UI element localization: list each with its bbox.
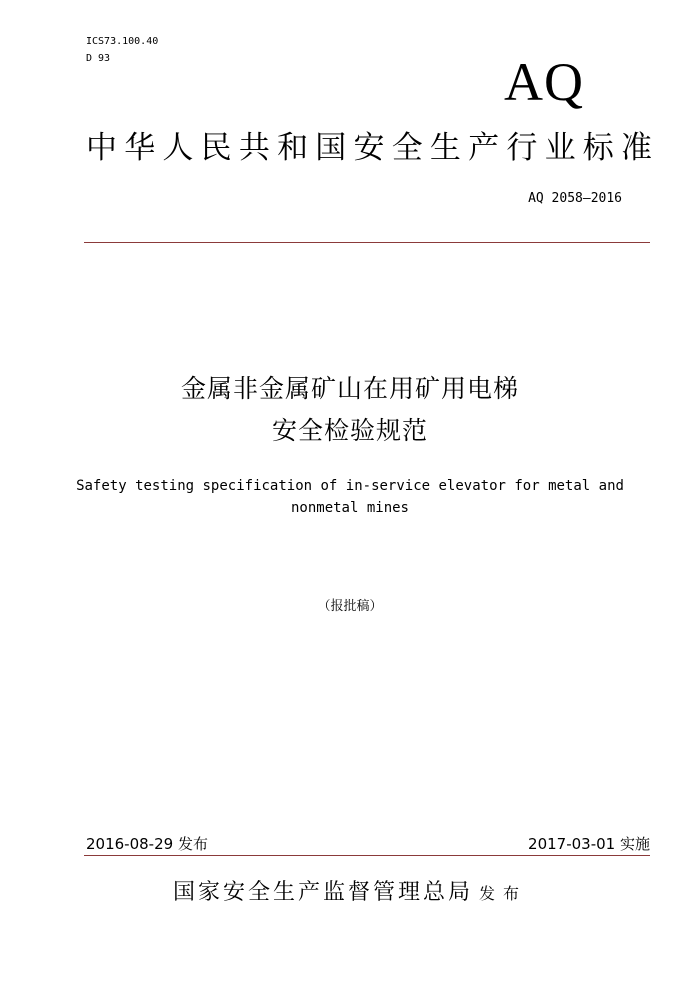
standard-number: AQ 2058—2016 [528, 191, 622, 206]
issuer-suffix: 发布 [479, 884, 528, 903]
clc-code: D 93 [86, 53, 111, 64]
issue-date: 2016-08-29 发布 [86, 835, 208, 853]
document-title-en-line2: nonmetal mines [290, 500, 409, 516]
aq-logo: AQ [504, 52, 584, 112]
issuer-line [0, 878, 700, 909]
document-title-en-line1: Safety testing specification of in-service elevator for metal and [76, 478, 624, 494]
issuer-name: 国家安全生产监督管理总局 [172, 880, 473, 905]
ics-code: ICS73.100.40 [86, 36, 159, 47]
standard-category-title: 中华人民共和国安全生产行业标准 [86, 130, 652, 166]
bottom-divider [84, 855, 650, 856]
document-title-cn-line2: 安全检验规范 [271, 416, 428, 445]
top-divider [84, 242, 650, 243]
document-title-cn-line1: 金属非金属矿山在用矿用电梯 [180, 374, 519, 403]
draft-status: （报批稿） [317, 599, 383, 614]
implementation-date: 2017-03-01 实施 [528, 835, 650, 853]
